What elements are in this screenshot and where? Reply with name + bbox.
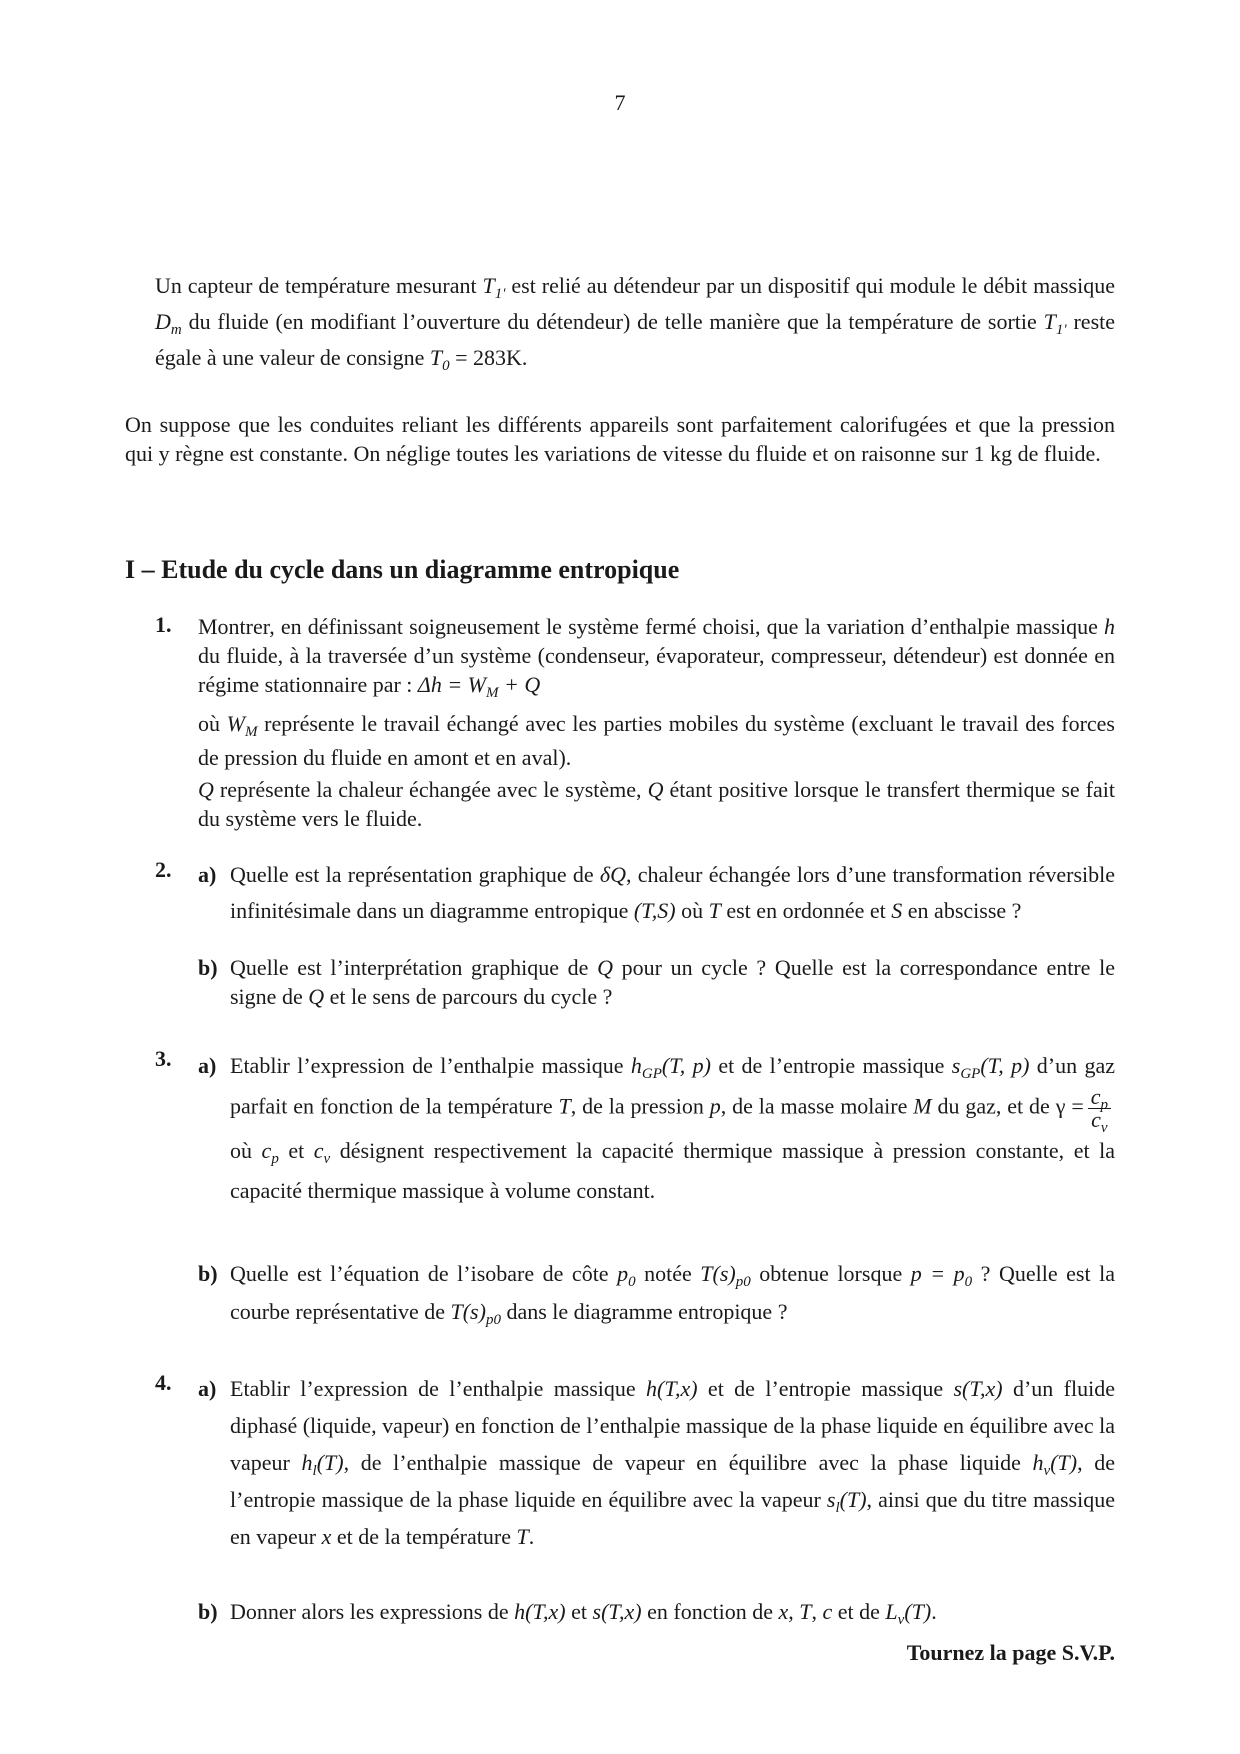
intro-paragraph-1: Un capteur de température mesurant $T_{1'}$ est relié au détendeur par un dispositif qui module le débit massique $D_m$ du fluide (en modifiant l’ouverture du détendeur) de telle manière que la température de sortie $T_{1'}$ reste égale à une valeur de consigne $T_0 = 283K$. — [155, 273, 1116, 374]
gamma-fraction: $\frac{c_p}{c_v}$ — [1088, 1086, 1111, 1131]
page-number: 7 — [614, 90, 626, 115]
question-3a: a) Etablir l’expression de l’enthalpie massique $h_{GP}(T$, p) et de l’entropie massique $s_{GP}(T$, p) d’un gaz parfait en fonction de la température T, de la pression p, de la masse molaire M du gaz, et de γ = $\frac{c_p}{c_v}$ où $c_p$ et $c_v$ désignent respectivement la capacité thermique massique à pression constante, et la capacité thermique massique à volume constant. — [198, 1053, 1115, 1203]
question-2b: b) Quelle est l’interprétation graphique de Q pour un cycle ? Quelle est la correspondance entre le signe de Q et le sens de parcours du cycle ? — [198, 955, 1115, 1009]
intro-paragraph-2: On suppose que les conduites reliant les différents appareils sont parfaitement calorifugées et que la pression qui y règne est constante. On néglige toutes les variations de vitesse du fluide et on raisonne sur 1 kg de fluide. — [125, 412, 1115, 466]
footer-turn-page: Tournez la page S.V.P. — [906, 1640, 1115, 1665]
question-4a: a) Etablir l’expression de l’enthalpie massique h(T,x) et de l’entropie massique s(T,x) d’un fluide diphasé (liquide, vapeur) en fonction de l’enthalpie massique de la phase liquide en équilibre avec la vapeur $h_l(T)$, de l’enthalpie massique de vapeur en équilibre avec la phase liquide $h_v(T)$, de l’entropie massique de la phase liquide en équilibre avec la vapeur $s_l(T)$, ainsi que du titre massique en vapeur x et de la température T. — [198, 1376, 1116, 1549]
question-3-number: 3. — [155, 1046, 172, 1071]
question-1-number: 1. — [155, 612, 172, 637]
question-3b: b) Quelle est l’équation de l’isobare de côte $p_0$ notée $T(s)_{p0}$ obtenue lorsque $p = p_0$ ? Quelle est la courbe représentative de $T(s)_{p0}$ dans le diagramme entropique ? — [198, 1261, 1115, 1328]
question-2-number: 2. — [155, 857, 172, 882]
question-4b: b) Donner alors les expressions de h(T,x) et s(T,x) en fonction de x, T, c et de $L_v(T)$. — [198, 1599, 937, 1628]
question-4-number: 4. — [155, 1370, 172, 1395]
question-1-text: Montrer, en définissant soigneusement le système fermé choisi, que la variation d’enthalpie massique h du fluide, à la traversée d’un système (condenseur, évaporateur, compresseur, détendeur) est donnée en régime stationnaire par : $\Delta h = W_M + Q$ où $W_M$ représente le travail échangé avec les parties mobiles du système (excluant le travail des forces de pression du fluide en amont et en aval). Q représente la chaleur échangée avec le système, Q étant positive lorsque le transfert thermique se fait du système vers le fluide. — [198, 614, 1115, 831]
question-2a: a) Quelle est la représentation graphique de δQ, chaleur échangée lors d’une transformation réversible infinitésimale dans un diagramme entropique (T,S) où T est en ordonnée et S en abscisse ? — [198, 862, 1115, 923]
section-heading: I – Etude du cycle dans un diagramme entropique — [125, 555, 680, 584]
